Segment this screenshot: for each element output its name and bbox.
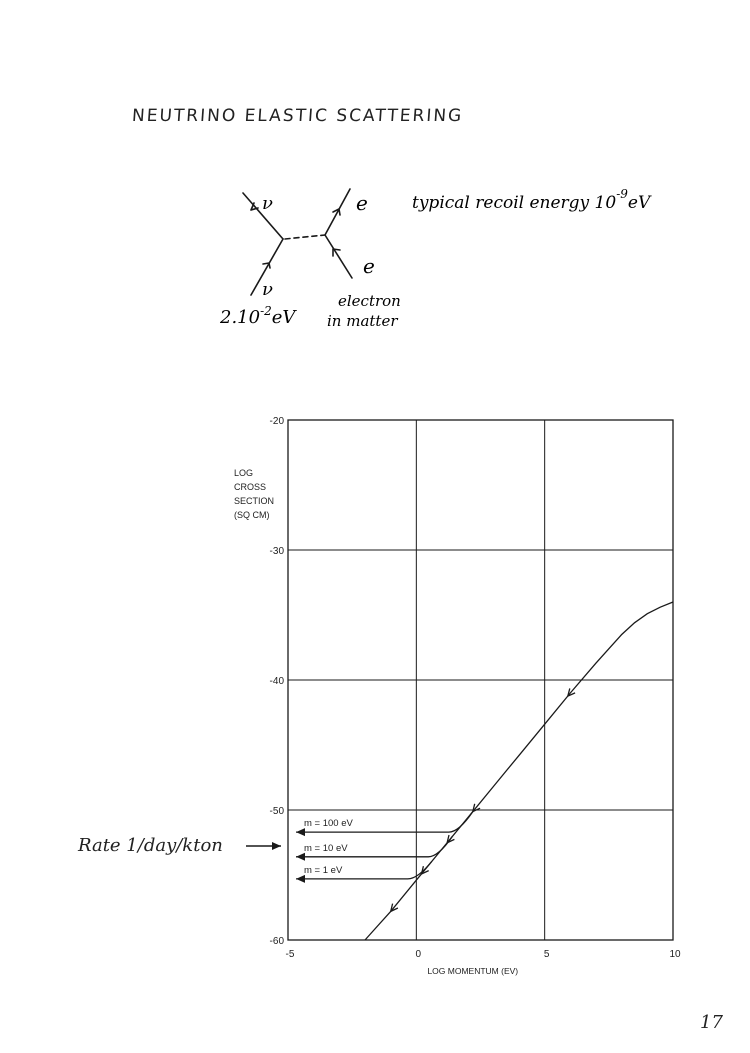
y-axis-label-line: (SQ CM)	[234, 510, 270, 520]
x-tick-label: -5	[285, 949, 295, 960]
page-title: NEUTRINO ELASTIC SCATTERING	[131, 106, 464, 126]
x-tick-label: 10	[669, 949, 681, 960]
mass-curve-label: m = 1 eV	[304, 864, 343, 876]
outgoing-neutrino-label: ν	[262, 193, 273, 214]
chart-grid	[288, 420, 673, 940]
y-tick-label: -30	[269, 546, 284, 557]
neutrino-energy-label: $2.10^{-2}eV$	[220, 304, 296, 328]
mass-curve-label: m = 10 eV	[304, 842, 348, 854]
y-tick-label: -60	[269, 936, 284, 947]
y-axis-label-line: LOG	[234, 468, 254, 478]
chart-series	[365, 602, 673, 940]
x-axis-label: LOG MOMENTUM (EV)	[427, 966, 519, 976]
in-matter-label: in matter	[327, 312, 398, 330]
y-axis-label-line: SECTION	[234, 496, 275, 506]
rate-annotation: Rate 1/day/kton	[78, 835, 223, 856]
mass-curve-label: m = 100 eV	[304, 818, 353, 830]
outgoing-electron-label: e	[356, 191, 368, 215]
electron-label: electron	[338, 292, 401, 310]
y-axis-label-line: CROSS	[234, 482, 267, 492]
x-tick-label: 0	[415, 949, 422, 960]
y-tick-label: -40	[269, 676, 284, 687]
incoming-neutrino-label: ν	[262, 279, 273, 300]
y-tick-label: -50	[269, 806, 284, 817]
y-tick-label: -20	[269, 416, 284, 427]
cross-section-curve	[365, 602, 673, 940]
incoming-electron-label: e	[363, 254, 375, 278]
chart-labels	[77, 416, 681, 976]
recoil-energy-label: typical recoil energy $10^{-9}eV$	[412, 187, 651, 213]
mass-curves	[296, 812, 473, 879]
x-tick-label: 5	[543, 949, 550, 960]
page-number: 17	[700, 1012, 723, 1033]
